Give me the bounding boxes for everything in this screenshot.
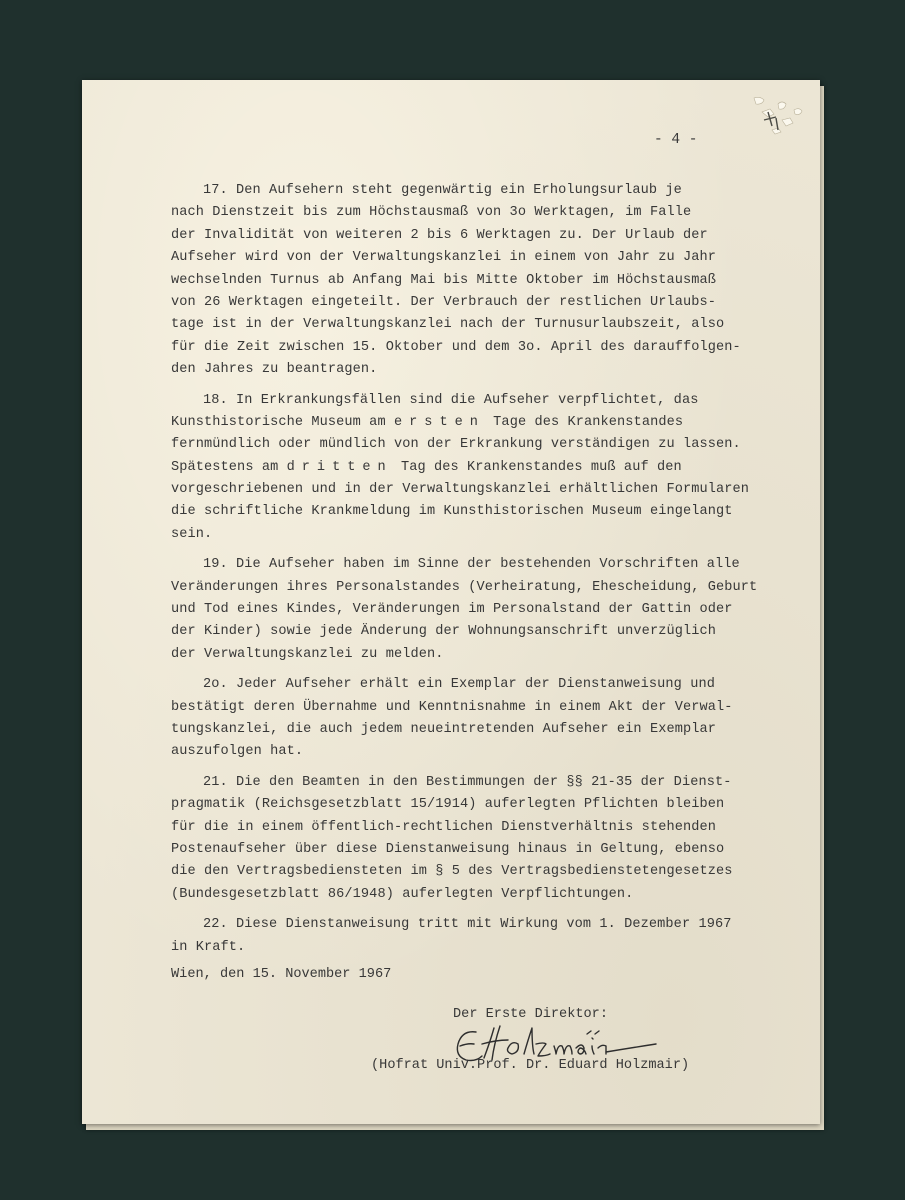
director-label: Der Erste Direktor: — [453, 1007, 608, 1022]
text-line: tage ist in der Verwaltungskanzlei nach der Turnusurlaubszeit, also — [171, 317, 725, 333]
paragraph-21 — [171, 772, 771, 906]
text-line: für die Zeit zwischen 15. Oktober und dem 3o. April des darauffolgen- — [171, 339, 741, 355]
text-line: tungskanzlei, die auch jedem neueintretenden Aufseher ein Exemplar — [171, 721, 716, 737]
punch-holes-decoration — [742, 90, 812, 150]
text-line: 2o. Jeder Aufseher erhält ein Exemplar der Dienstanweisung und — [203, 677, 715, 693]
text-line: nach Dienstzeit bis zum Höchstausmaß von 3o Werktagen, im Falle — [171, 205, 692, 221]
text-line: sein. — [171, 526, 213, 542]
text-line: den Jahres zu beantragen. — [171, 362, 378, 378]
text-line: 17. Den Aufsehern steht gegenwärtig ein Erholungsurlaub je — [203, 183, 682, 198]
text-line: für die in einem öffentlich-rechtlichen Dienstverhältnis stehenden — [171, 819, 716, 835]
text-line: 21. Die den Beamten in den Bestimmungen der §§ 21-35 der Dienst- — [203, 774, 732, 790]
text-line: 19. Die Aufseher haben im Sinne der bestehenden Vorschriften alle — [203, 557, 740, 573]
paragraph-20 — [171, 674, 771, 764]
paragraph-17 — [171, 180, 771, 382]
text-line: die den Vertragsbediensteten im § 5 des Vertragsbedienstetengesetzes — [171, 864, 733, 880]
emphasized-word: ersten — [393, 414, 485, 430]
text-line: die schriftliche Krankmeldung im Kunsthistorischen Museum eingelangt — [171, 504, 733, 520]
director-name: (Hofrat Univ.Prof. Dr. Eduard Holzmair) — [371, 1058, 690, 1073]
document-body — [171, 180, 771, 959]
text-line: und Tod eines Kindes, Veränderungen im Personalstand der Gattin oder — [171, 602, 733, 618]
text-line: Spätestens am dritten Tag des Krankenstandes muß auf den — [171, 459, 682, 475]
text-line: Veränderungen ihres Personalstandes (Verheiratung, Ehescheidung, Geburt — [171, 579, 758, 595]
text-line: der Invalidität von weiteren 2 bis 6 Werktagen zu. Der Urlaub der — [171, 227, 708, 243]
paragraph-22 — [171, 914, 771, 959]
date-line: Wien, den 15. November 1967 — [171, 967, 392, 982]
page-number: - 4 - — [654, 132, 698, 148]
text-line: fernmündlich oder mündlich von der Erkrankung verständigen zu lassen. — [171, 437, 741, 453]
text-line: pragmatik (Reichsgesetzblatt 15/1914) auferlegten Pflichten bleiben — [171, 797, 725, 813]
text-line: Kunsthistorische Museum am ersten Tage des Krankenstandes — [171, 414, 684, 430]
text-line: auszufolgen hat. — [171, 744, 304, 760]
text-line: 22. Diese Dienstanweisung tritt mit Wirkung vom 1. Dezember 1967 — [203, 917, 732, 933]
text-line: der Kinder) sowie jede Änderung der Wohnungsanschrift unverzüglich — [171, 624, 716, 640]
text-line: Postenaufseher über diese Dienstanweisung hinaus in Geltung, ebenso — [171, 841, 725, 857]
text-line: in Kraft. — [171, 939, 246, 955]
emphasized-word: dritten — [286, 459, 393, 475]
paragraph-19 — [171, 554, 771, 666]
text-line: der Verwaltungskanzlei zu melden. — [171, 646, 444, 662]
text-line: von 26 Werktagen eingeteilt. Der Verbrauch der restlichen Urlaubs- — [171, 294, 716, 310]
document-page — [82, 80, 820, 1124]
text-line: vorgeschriebenen und in der Verwaltungskanzlei erhältlichen Formularen — [171, 482, 750, 498]
text-line: wechselnden Turnus ab Anfang Mai bis Mitte Oktober im Höchstausmaß — [171, 272, 716, 288]
text-line: 18. In Erkrankungsfällen sind die Aufseher verpflichtet, das — [203, 392, 699, 408]
text-line: Aufseher wird von der Verwaltungskanzlei in einem von Jahr zu Jahr — [171, 250, 716, 266]
text-line: bestätigt deren Übernahme und Kenntnisnahme in einem Akt der Verwal- — [171, 699, 733, 715]
paragraph-18 — [171, 390, 771, 547]
text-line: (Bundesgesetzblatt 86/1948) auferlegten Verpflichtungen. — [171, 886, 634, 902]
